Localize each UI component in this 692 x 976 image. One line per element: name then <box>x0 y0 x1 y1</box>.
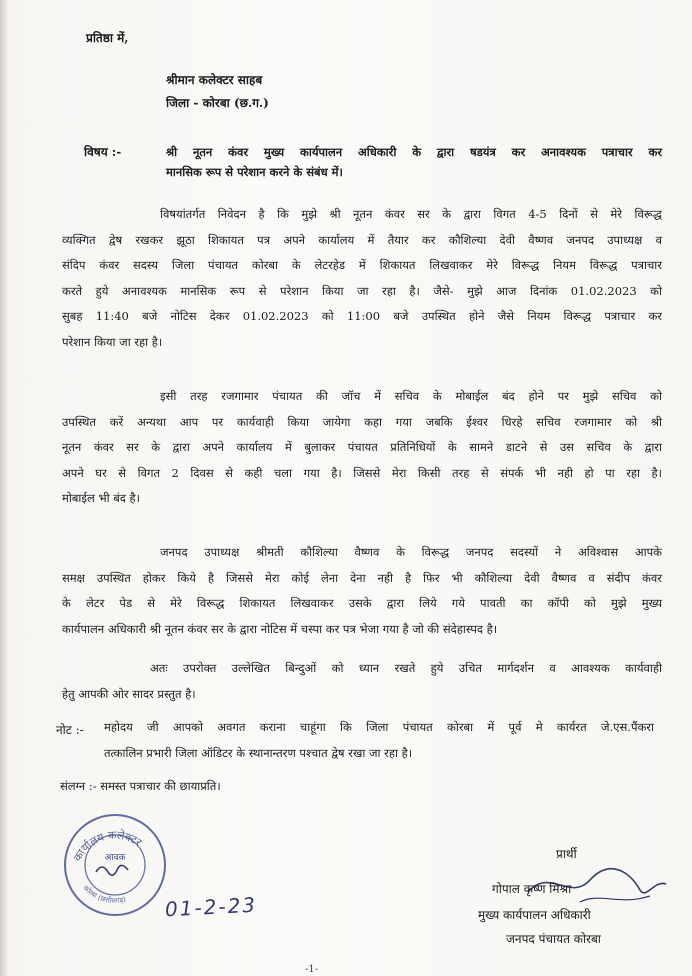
page-number: -1- <box>305 964 319 975</box>
paragraph-line: के लेटर पेड से मेरे विरूद्ध शिकायत लिखवाकर उसके द्वारा लिये गये पावती का कॉपी को मुझे मुख्य <box>62 596 662 610</box>
paragraph-line: व्यक्गित द्वेष रखकर झूठा शिकायत पत्र अपने कार्यालय में तैयार कर कौशिल्या देवी वैष्णव जनपद उपाध्यक्ष व <box>62 232 662 247</box>
recipient-line-2: जिला - कोरबा (छ.ग.) <box>166 96 269 110</box>
handwritten-date: 01-2-23 <box>164 892 258 922</box>
paragraph-1 <box>62 202 662 355</box>
paragraph-line: इसी तरह रजगामार पंचायत की जॉच में सचिव के मोबाईल बंद होने पर मुझे सचिव को <box>160 389 662 403</box>
paragraph-line: अतः उपरोक्त उल्लेखित बिन्दुओं को ध्यान रखते हुये उचित मार्गदर्शन व आवश्यक कार्यवाही <box>150 661 662 675</box>
office-seal-stamp <box>60 810 170 920</box>
enclosure-line: संलग्न :- समस्त पत्राचार की छायाप्रति। <box>60 779 221 793</box>
signatory-name: गोपाल कृष्ण मिश्रा <box>492 882 572 896</box>
paragraph-line: विषयांतर्गत निवेदन है कि मुझे श्री नूतन कंवर सर के द्वारा विगत 4-5 दिनों से मेरे विरूद्ध <box>160 207 662 221</box>
recipient-line-1: श्रीमान कलेक्टर साहब <box>166 73 263 87</box>
paragraph-line: सुबह 11:40 बजे नोटिस देकर 01.02.2023 को 11:00 बजे उपस्थित होने जैसे नियम विरूद्ध पत्राचार कर <box>62 309 662 323</box>
note-line: महोदय जी आपको अवगत कराना चाहूंगा कि जिला पंचायत कोरबा में पूर्व मे कार्यरत जे.एस.पैंकरा <box>104 720 654 734</box>
paragraph-line: समक्ष उपस्थित होकर किये है जिससे मेरा कोई लेना देना नही है फिर भी कौशिल्या देवी वैष्णव व संदीप कंवर <box>62 570 662 585</box>
paragraph-line: कार्यपालन अधिकारी श्री नूतन कंवर सर के द्वारा नोटिस में चस्पा कर पत्र भेजा गया है जो की संदेहास्पद है। <box>62 621 498 636</box>
seal-inner-text: आवक <box>104 853 126 863</box>
paragraph-4 <box>62 656 662 707</box>
subject-line: मानसिक रूप से परेशान करने के संबंध में। <box>166 165 343 179</box>
paragraph-3 <box>62 540 662 642</box>
applicant-label: प्रार्थी <box>556 847 577 861</box>
paragraph-line: करते हुये अनावश्यक मानसिक रूप से परेशान किया जा रहा है। जैसे- मुझे आज दिनांक 01.02.2023 को <box>62 283 662 298</box>
paragraph-line: उपस्थित करें अन्यथा आप पर कार्यवाही किया जायेगा कहा गया जबकि ईश्वर धिरहे सचिव रजगामार को श्री <box>62 414 662 429</box>
paragraph-line: संदिप कंवर सदस्य जिला पंचायत कोरबा के लेटरहेड में शिकायत लिखवाकर मेरे विरूद्ध नियम विरूद्ध पत्राचार <box>62 258 662 272</box>
paragraph-line: हेतु आपकी ओर सादर प्रस्तुत है। <box>62 686 196 701</box>
subject-text <box>166 142 662 182</box>
paragraph-line: नूतन कंवर सर के द्वारा अपने कार्यालय में बुलाकर पंचायत प्रतिनिधियों के सामने डाटने से उस सचिव के द्वारा <box>62 440 662 454</box>
signatory-office: जनपद पंचायत कोरबा <box>506 932 601 946</box>
paragraph-line: मोबाईल भी बंद है। <box>62 491 141 505</box>
subject-line: श्री नूतन कंवर मुख्य कार्यपालन अधिकारी के द्वारा षडयंत्र कर अनावश्यक पत्राचार कर <box>166 145 662 159</box>
seal-top-text: कार्यालय कलेक्टर <box>70 828 145 864</box>
page-edge-shadow <box>0 0 8 976</box>
paragraph-line: परेशान किया जा रहा है। <box>62 334 163 349</box>
signatory-designation: मुख्य कार्यपालन अधिकारी <box>478 908 591 922</box>
paragraph-2 <box>62 384 662 512</box>
salutation: प्रतिष्ठा में, <box>86 31 129 45</box>
seal-scribble <box>96 865 128 875</box>
paragraph-line: अपने घर से विगत 2 दिवस से कही चला गया है। जिससे मेरा किसी तरह से संपर्क भी नही हो पा रहा है। <box>62 465 662 480</box>
paragraph-line: जनपद उपाध्यक्ष श्रीमती कौशिल्या वैष्णव के विरूद्ध जनपद सदस्यों ने अविश्वास आपके <box>160 545 662 559</box>
note-line: तत्कालिन प्रभारी जिला ऑडिटर के स्थानान्तरण पश्चात द्वेष रखा जा रहा है। <box>104 745 413 760</box>
seal-bottom-text: कोरबा (छत्तीसगढ़) <box>81 883 127 905</box>
note-text <box>104 715 654 766</box>
note-label: नोट :- <box>56 723 84 737</box>
subject-label: विषय :- <box>84 145 122 159</box>
